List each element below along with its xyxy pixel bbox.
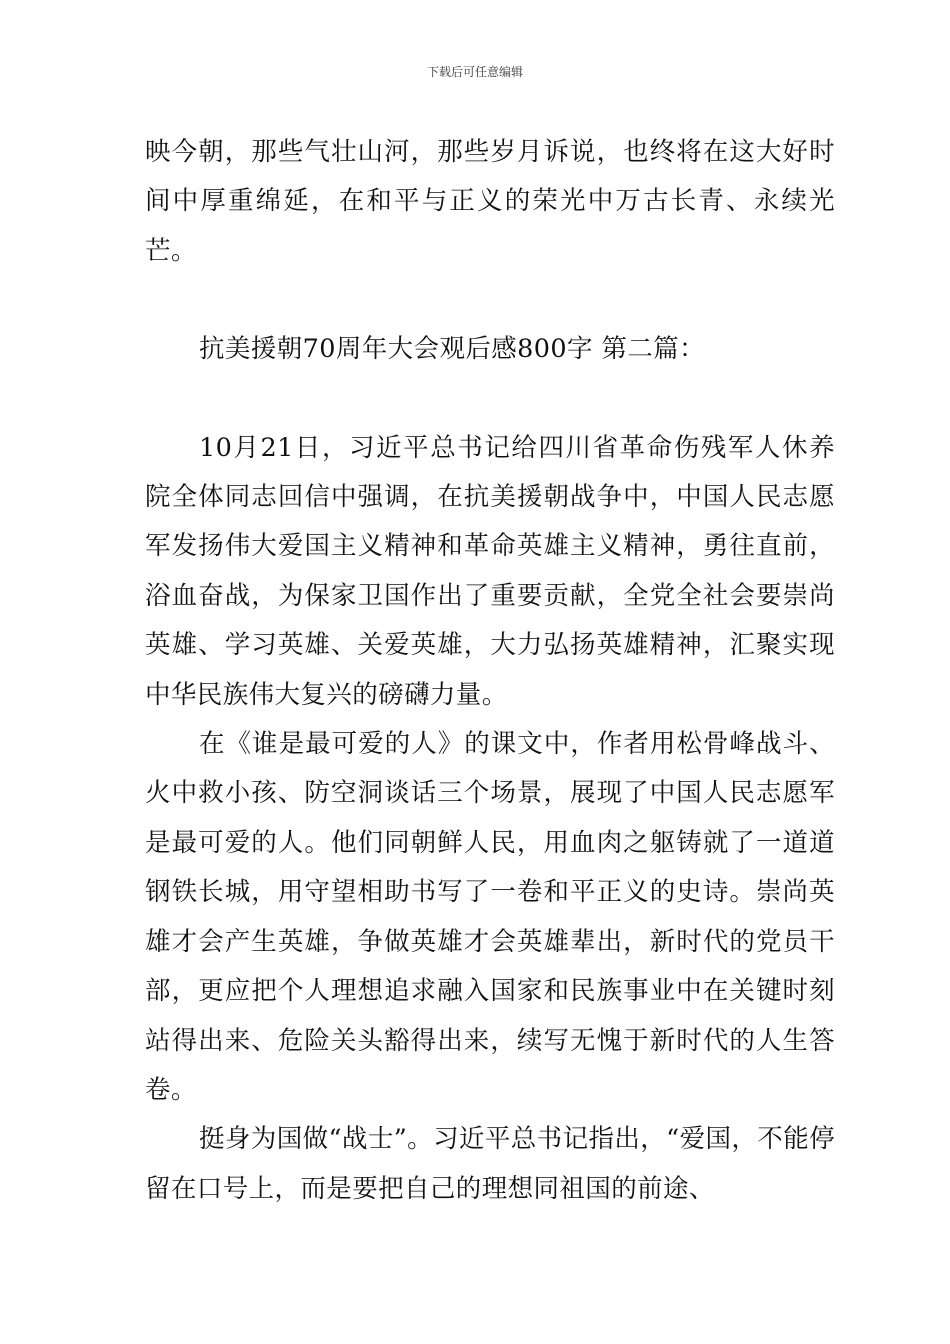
section-heading: 抗美援朝70周年大会观后感800字 第二篇： (199, 334, 706, 365)
paragraph: 挺身为国做“战士”。习近平总书记指出，“爱国，不能停留在口号上，而是要把自己的理想同祖国的前途、 (145, 1124, 836, 1204)
paragraph: 在《谁是最可爱的人》的课文中，作者用松骨峰战斗、火中救小孩、防空洞谈话三个场景，展现了中国人民志愿军是最可爱的人。他们同朝鲜人民，用血肉之躯铸就了一道道钢铁长城，用守望相助书写了一卷和平正义的史诗。崇尚英雄才会产生英雄，争做英雄才会英雄辈出，新时代的党员干部，更应把个人理想追求融入国家和民族事业中在关键时刻站得出来、危险关头豁得出来，续写无愧于新时代的人生答卷。 (145, 729, 835, 1105)
paragraph-continuation: 映今朝，那些气壮山河，那些岁月诉说，也终将在这大好时间中厚重绵延，在和平与正义的荣光中万古长青、永续光芒。 (145, 137, 835, 266)
paragraph: 10月21日，习近平总书记给四川省革命伤残军人休养院全体同志回信中强调，在抗美援朝战争中，中国人民志愿军发扬伟大爱国主义精神和革命英雄主义精神，勇往直前，浴血奋战，为保家卫国作出了重要贡献，全党全社会要崇尚英雄、学习英雄、关爱英雄，大力弘扬英雄精神，汇聚实现中华民族伟大复兴的磅礴力量。 (145, 432, 835, 710)
page-header: 下载后可任意编辑 (426, 65, 523, 79)
document-body (145, 128, 835, 1214)
